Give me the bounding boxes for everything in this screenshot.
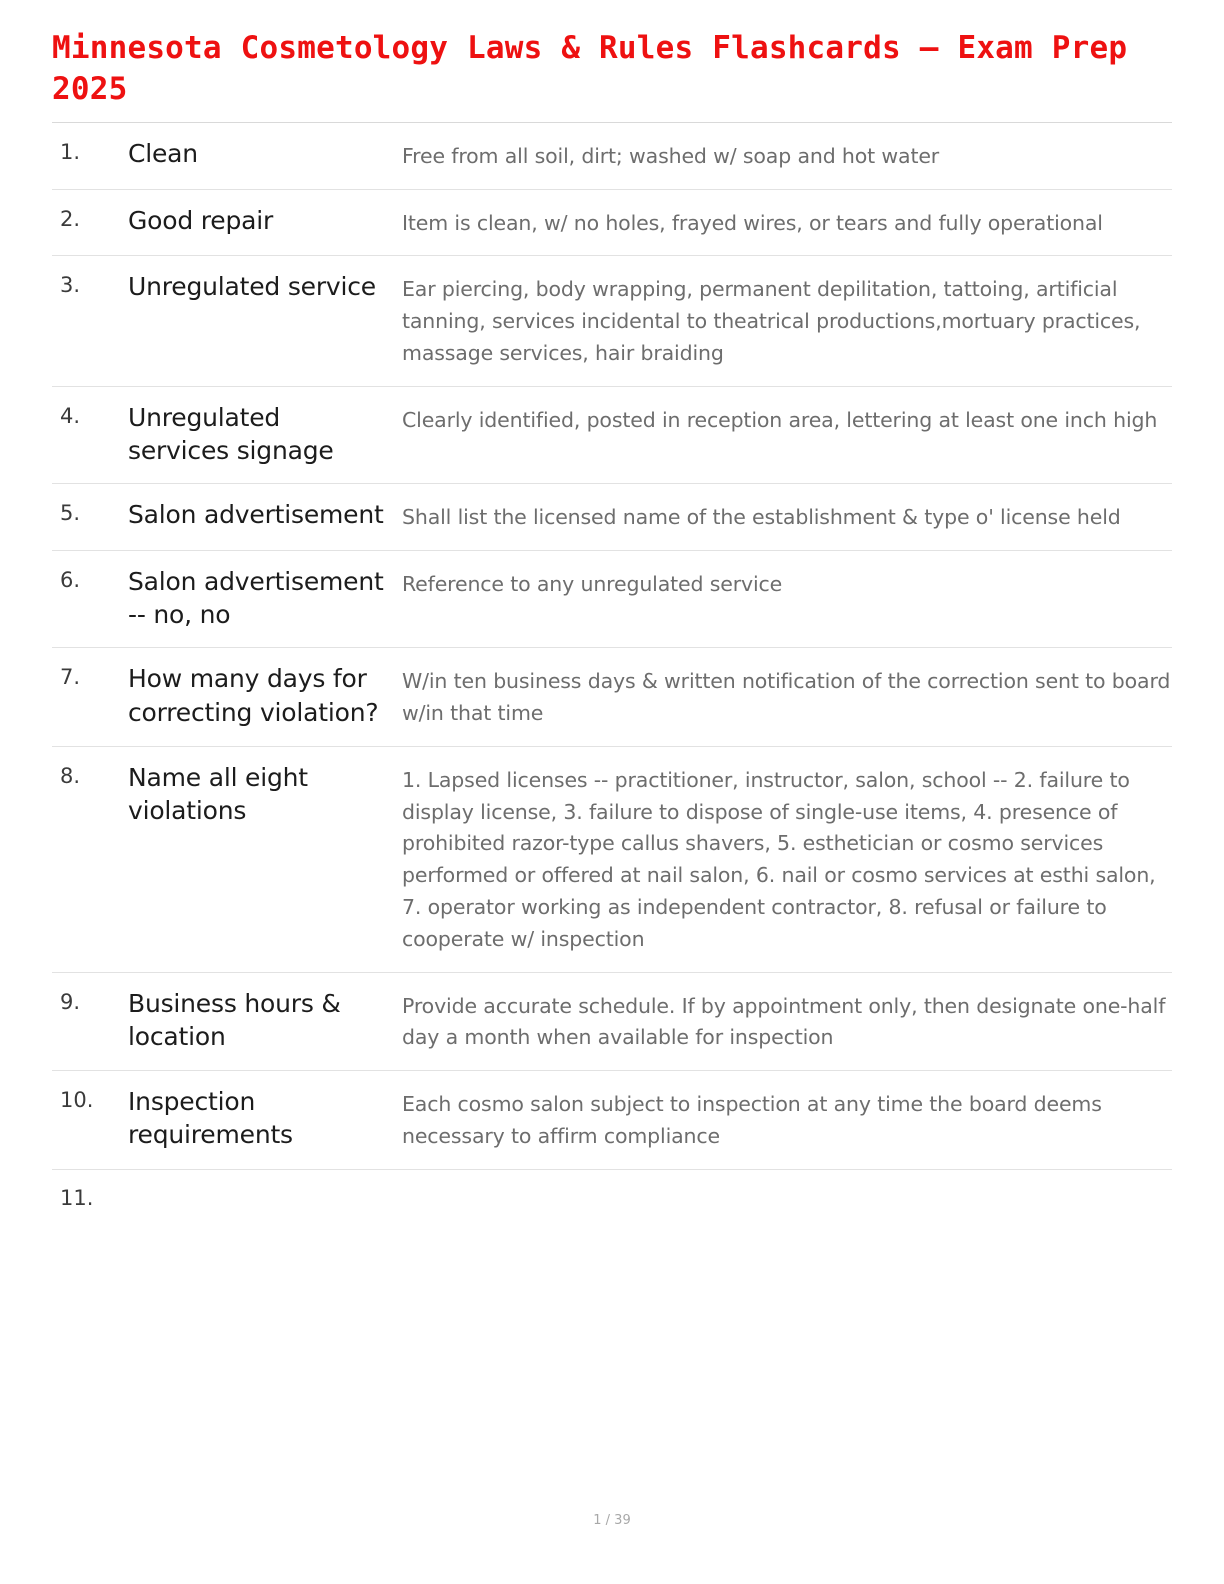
table-row: [52, 122, 1172, 189]
card-term: Clean: [128, 138, 198, 168]
card-term: Business hours & location: [128, 988, 341, 1051]
card-term-empty: [128, 1169, 400, 1210]
card-definition: Clearly identified, posted in reception area, lettering at least one inch high: [402, 407, 1158, 432]
table-row: [52, 484, 1172, 551]
table-row: [52, 1071, 1172, 1170]
card-definition: 1. Lapsed licenses -- practitioner, instructor, salon, school -- 2. failure to display license, 3. failure to dispose of single-use items, 4. presence of prohibited razor-type callus shavers, 5. esthetician or cosmo services performed or offered at nail salon, 6. nail or cosmo services at esthi salon, 7. operator working as independent contractor, 8. refusal or failure to cooperate w/ inspection: [402, 767, 1156, 951]
card-term: Unregulated service: [128, 272, 376, 302]
card-definition-empty: [400, 1169, 1172, 1210]
card-term: Inspection requirements: [128, 1087, 293, 1150]
card-number: 7.: [60, 665, 81, 690]
card-term: Unregulated services signage: [128, 402, 334, 465]
card-number: 4.: [60, 403, 81, 428]
card-number: 11.: [60, 1185, 94, 1210]
page-footer: 1 / 39: [593, 1513, 631, 1528]
card-number: 1.: [60, 139, 81, 164]
page-title: Minnesota Cosmetology Laws & Rules Flashcards — Exam Prep 2025: [52, 30, 1128, 107]
card-definition: Shall list the licensed name of the establishment & type o' license held: [402, 505, 1121, 530]
table-row: [52, 550, 1172, 648]
card-term: How many days for correcting violation?: [128, 664, 379, 727]
card-definition: Each cosmo salon subject to inspection at any time the board deems necessary to affirm compliance: [402, 1092, 1102, 1148]
card-term: Salon advertisement: [128, 500, 384, 530]
table-row: [52, 746, 1172, 972]
table-row: [52, 972, 1172, 1071]
card-definition: W/in ten business days & written notification of the correction sent to board w/in that time: [402, 669, 1171, 726]
table-row: [52, 189, 1172, 256]
flashcard-table-body: [52, 122, 1172, 1209]
card-term: Name all eight violations: [128, 762, 308, 826]
card-number: 8.: [60, 763, 81, 788]
flashcard-table: [52, 122, 1172, 1210]
card-number: 2.: [60, 206, 81, 231]
card-definition: Ear piercing, body wrapping, permanent depilitation, tattoing, artificial tanning, services incidental to theatrical productions,mortuary practices, massage services, hair braiding: [402, 277, 1141, 365]
card-term: Good repair: [128, 205, 274, 235]
card-definition: Provide accurate schedule. If by appointment only, then designate one-half day a month when available for inspection: [402, 993, 1166, 1050]
table-row: [52, 256, 1172, 386]
card-number: 5.: [60, 501, 81, 526]
card-term: Salon advertisement -- no, no: [128, 566, 384, 630]
table-row-partial: [52, 1169, 1172, 1210]
table-row: [52, 386, 1172, 484]
card-definition: Item is clean, w/ no holes, frayed wires, or tears and fully operational: [402, 210, 1103, 235]
table-row: [52, 648, 1172, 747]
card-number: 6.: [60, 567, 81, 592]
card-number: 10.: [60, 1088, 94, 1113]
card-definition: Free from all soil, dirt; washed w/ soap and hot water: [402, 143, 940, 168]
card-definition: Reference to any unregulated service: [402, 571, 783, 596]
card-number: 3.: [60, 273, 81, 298]
card-number: 9.: [60, 989, 81, 1014]
